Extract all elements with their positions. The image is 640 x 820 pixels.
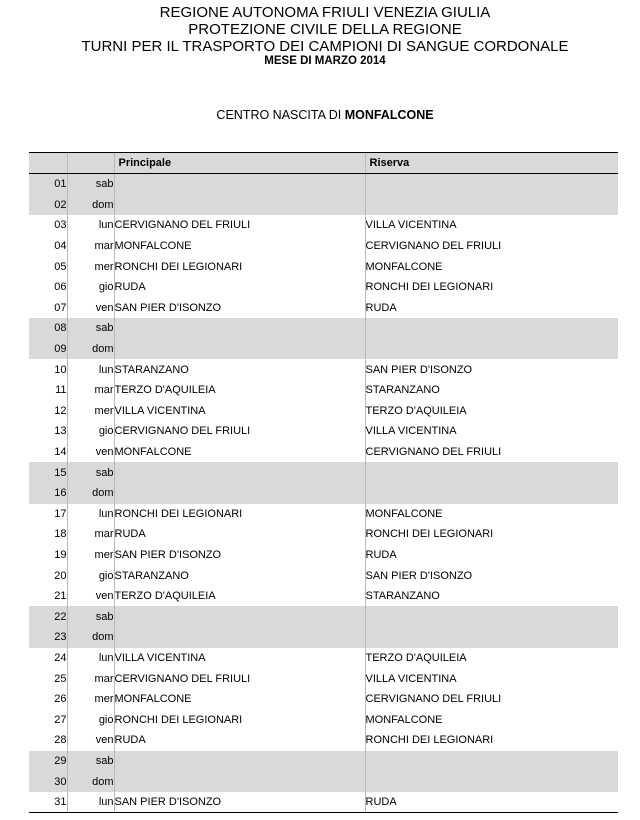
table-row	[29, 524, 618, 545]
table-row	[29, 462, 618, 483]
weekday-cell: lun	[67, 648, 114, 669]
riserva-cell	[365, 318, 618, 339]
principale-cell: MONFALCONE	[114, 236, 365, 257]
principale-cell: STARANZANO	[114, 359, 365, 380]
principale-cell: SAN PIER D'ISONZO	[114, 792, 365, 813]
riserva-cell: RUDA	[365, 298, 618, 319]
riserva-cell: CERVIGNANO DEL FRIULI	[365, 689, 618, 710]
riserva-cell: RONCHI DEI LEGIONARI	[365, 277, 618, 298]
day-number-cell: 06	[54, 281, 67, 294]
table-row	[29, 195, 618, 216]
day-number-cell: 12	[54, 404, 67, 417]
table-row	[29, 483, 618, 504]
agency-title: PROTEZIONE CIVILE DELLA REGIONE	[188, 21, 462, 38]
principale-cell: VILLA VICENTINA	[114, 648, 365, 669]
day-number-cell: 16	[29, 483, 67, 504]
day-number-cell: 18	[54, 528, 67, 541]
weekday-cell: mer	[67, 401, 114, 422]
riserva-cell: SAN PIER D'ISONZO	[365, 359, 618, 380]
table-row	[29, 689, 618, 710]
riserva-cell: MONFALCONE	[365, 504, 618, 525]
document-header	[0, 4, 640, 68]
header-weekday	[67, 153, 114, 174]
center-prefix: CENTRO NASCITA DI	[216, 108, 345, 122]
weekday-cell: lun	[67, 215, 114, 236]
day-number-cell: 04	[54, 240, 67, 253]
day-number-cell: 24	[54, 651, 67, 664]
weekday-cell: sab	[67, 751, 114, 772]
riserva-cell: RUDA	[365, 545, 618, 566]
riserva-cell: RONCHI DEI LEGIONARI	[365, 730, 618, 751]
table-row	[29, 504, 618, 525]
day-number-cell: 03	[54, 219, 67, 232]
day-number-cell: 22	[29, 606, 67, 627]
table-row	[29, 236, 618, 257]
table-row	[29, 586, 618, 607]
riserva-cell: CERVIGNANO DEL FRIULI	[365, 442, 618, 463]
weekday-cell: mar	[67, 380, 114, 401]
day-number-cell: 19	[54, 548, 67, 561]
table-row	[29, 730, 618, 751]
riserva-cell: SAN PIER D'ISONZO	[365, 565, 618, 586]
table-row	[29, 751, 618, 772]
table-row	[29, 215, 618, 236]
riserva-cell: MONFALCONE	[365, 256, 618, 277]
principale-cell	[114, 318, 365, 339]
day-number-cell: 21	[54, 590, 67, 603]
principale-cell: SAN PIER D'ISONZO	[114, 298, 365, 319]
day-number-cell: 17	[54, 507, 67, 520]
day-number-cell: 27	[54, 713, 67, 726]
weekday-cell: ven	[67, 442, 114, 463]
weekday-cell: mar	[67, 236, 114, 257]
table-row	[29, 256, 618, 277]
weekday-cell: sab	[67, 318, 114, 339]
table-row	[29, 421, 618, 442]
principale-cell: TERZO D'AQUILEIA	[114, 586, 365, 607]
weekday-cell: dom	[67, 771, 114, 792]
weekday-cell: gio	[67, 709, 114, 730]
day-number-cell: 26	[54, 693, 67, 706]
weekday-cell: lun	[67, 504, 114, 525]
table-row	[29, 709, 618, 730]
riserva-cell: MONFALCONE	[365, 709, 618, 730]
table-row	[29, 298, 618, 319]
principale-cell	[114, 339, 365, 360]
riserva-cell: RONCHI DEI LEGIONARI	[365, 524, 618, 545]
table-row	[29, 792, 618, 813]
day-number-cell: 13	[54, 425, 67, 438]
table-row	[29, 339, 618, 360]
table-row	[29, 380, 618, 401]
riserva-cell: TERZO D'AQUILEIA	[365, 401, 618, 422]
table-row	[29, 401, 618, 422]
day-number-cell: 28	[54, 734, 67, 747]
table-row	[29, 277, 618, 298]
header-day-number	[29, 153, 67, 174]
table-row	[29, 174, 618, 195]
weekday-cell: ven	[67, 586, 114, 607]
riserva-cell: VILLA VICENTINA	[365, 668, 618, 689]
day-number-cell: 01	[29, 174, 67, 195]
principale-cell: SAN PIER D'ISONZO	[114, 545, 365, 566]
weekday-cell: dom	[67, 195, 114, 216]
month-prefix: MESE DI	[264, 55, 315, 67]
principale-cell: RONCHI DEI LEGIONARI	[114, 256, 365, 277]
riserva-cell: VILLA VICENTINA	[365, 215, 618, 236]
birth-center-title	[0, 108, 640, 122]
day-number-cell: 10	[54, 363, 67, 376]
riserva-cell	[365, 751, 618, 772]
day-number-cell: 05	[54, 260, 67, 273]
day-number-cell: 30	[29, 771, 67, 792]
principale-cell: STARANZANO	[114, 565, 365, 586]
weekday-cell: dom	[67, 483, 114, 504]
day-number-cell: 23	[29, 627, 67, 648]
region-title: REGIONE AUTONOMA FRIULI VENEZIA GIULIA	[159, 4, 491, 21]
month-title	[0, 55, 640, 68]
day-number-cell: 02	[29, 195, 67, 216]
principale-cell: MONFALCONE	[114, 442, 365, 463]
riserva-cell: CERVIGNANO DEL FRIULI	[365, 236, 618, 257]
weekday-cell: mer	[67, 256, 114, 277]
weekday-cell: sab	[67, 174, 114, 195]
riserva-cell	[365, 606, 618, 627]
schedule-title: TURNI PER IL TRASPORTO DEI CAMPIONI DI SANGUE CORDONALE	[81, 38, 569, 55]
principale-cell: CERVIGNANO DEL FRIULI	[114, 421, 365, 442]
riserva-cell	[365, 339, 618, 360]
day-number-cell: 09	[29, 339, 67, 360]
day-number-cell: 31	[29, 792, 67, 813]
principale-cell: RONCHI DEI LEGIONARI	[114, 709, 365, 730]
table-header-row	[29, 153, 618, 174]
day-number-cell: 29	[29, 751, 67, 772]
table-row	[29, 442, 618, 463]
table-row	[29, 606, 618, 627]
riserva-cell: VILLA VICENTINA	[365, 421, 618, 442]
riserva-cell	[365, 195, 618, 216]
riserva-cell: TERZO D'AQUILEIA	[365, 648, 618, 669]
weekday-cell: ven	[67, 730, 114, 751]
weekday-cell: mar	[67, 668, 114, 689]
header-principale: Principale	[114, 153, 365, 174]
table-row	[29, 648, 618, 669]
principale-cell: TERZO D'AQUILEIA	[114, 380, 365, 401]
riserva-cell: RUDA	[365, 792, 618, 813]
riserva-cell	[365, 627, 618, 648]
principale-cell: RUDA	[114, 730, 365, 751]
shift-table	[29, 152, 618, 813]
day-number-cell: 25	[54, 672, 67, 685]
principale-cell	[114, 606, 365, 627]
center-name: MONFALCONE	[344, 108, 434, 122]
weekday-cell: gio	[67, 565, 114, 586]
riserva-cell	[365, 483, 618, 504]
weekday-cell: gio	[67, 421, 114, 442]
principale-cell	[114, 751, 365, 772]
day-number-cell: 20	[54, 569, 67, 582]
weekday-cell: mer	[67, 545, 114, 566]
table-row	[29, 318, 618, 339]
day-number-cell: 15	[29, 462, 67, 483]
table-row	[29, 627, 618, 648]
day-number-cell: 14	[54, 446, 67, 459]
principale-cell	[114, 483, 365, 504]
weekday-cell: lun	[67, 792, 114, 813]
riserva-cell	[365, 771, 618, 792]
table-row	[29, 359, 618, 380]
month-value: MARZO 2014	[314, 55, 386, 67]
weekday-cell: mer	[67, 689, 114, 710]
day-number-cell: 11	[55, 384, 67, 397]
riserva-cell: STARANZANO	[365, 586, 618, 607]
weekday-cell: ven	[67, 298, 114, 319]
riserva-cell: STARANZANO	[365, 380, 618, 401]
principale-cell: RUDA	[114, 277, 365, 298]
header-riserva: Riserva	[365, 153, 618, 174]
weekday-cell: sab	[67, 606, 114, 627]
weekday-cell: lun	[67, 359, 114, 380]
table-row	[29, 771, 618, 792]
principale-cell: RONCHI DEI LEGIONARI	[114, 504, 365, 525]
table-row	[29, 565, 618, 586]
principale-cell: CERVIGNANO DEL FRIULI	[114, 215, 365, 236]
principale-cell	[114, 195, 365, 216]
weekday-cell: sab	[67, 462, 114, 483]
principale-cell: CERVIGNANO DEL FRIULI	[114, 668, 365, 689]
table-row	[29, 668, 618, 689]
riserva-cell	[365, 174, 618, 195]
principale-cell	[114, 174, 365, 195]
weekday-cell: gio	[67, 277, 114, 298]
table-row	[29, 545, 618, 566]
table-body	[29, 174, 618, 813]
principale-cell	[114, 627, 365, 648]
principale-cell	[114, 462, 365, 483]
riserva-cell	[365, 462, 618, 483]
principale-cell: VILLA VICENTINA	[114, 401, 365, 422]
principale-cell	[114, 771, 365, 792]
principale-cell: MONFALCONE	[114, 689, 365, 710]
weekday-cell: mar	[67, 524, 114, 545]
principale-cell: RUDA	[114, 524, 365, 545]
weekday-cell: dom	[67, 627, 114, 648]
weekday-cell: dom	[67, 339, 114, 360]
day-number-cell: 08	[29, 318, 67, 339]
day-number-cell: 07	[54, 301, 67, 314]
